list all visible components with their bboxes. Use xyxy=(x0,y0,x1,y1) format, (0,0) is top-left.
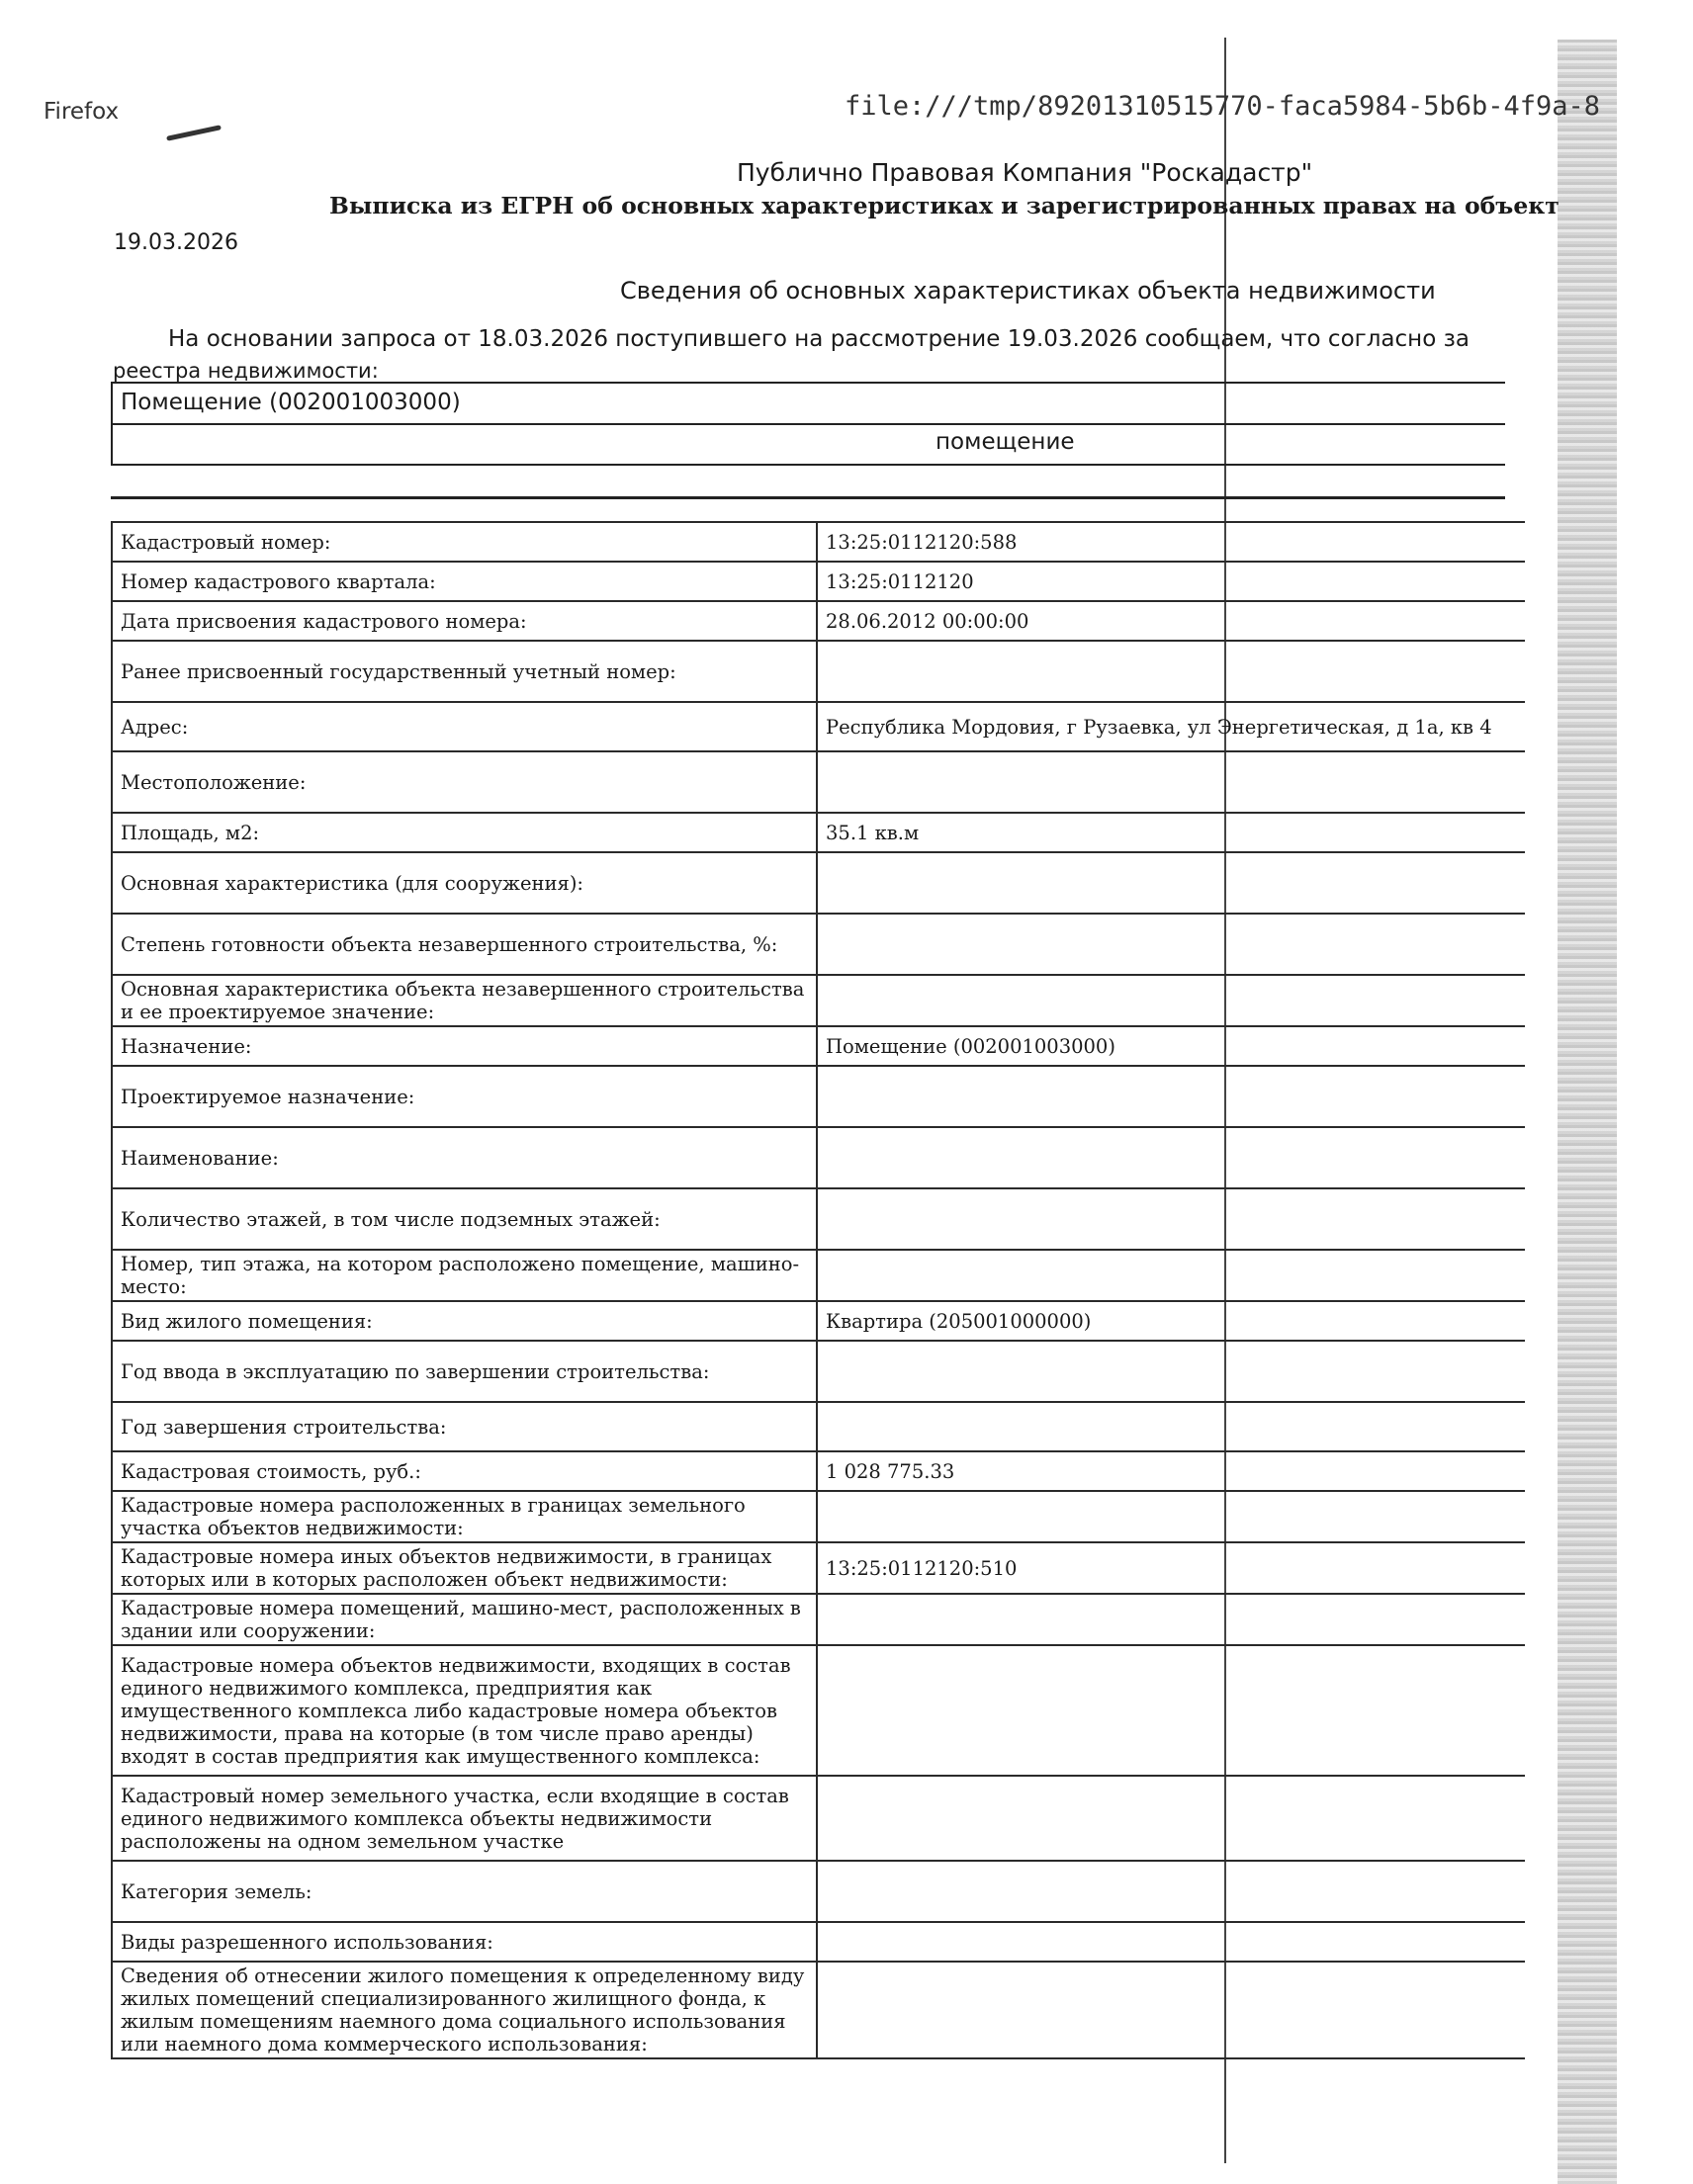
row-value xyxy=(817,975,1525,1026)
row-label: Основная характеристика объекта незавершенного строительства и ее проектируемое значение: xyxy=(112,975,817,1026)
organization-name: Публично Правовая Компания "Роскадастр" xyxy=(737,158,1313,187)
scan-edge-shadow xyxy=(1558,40,1617,2184)
table-row xyxy=(112,1451,1525,1491)
row-label: Год ввода в эксплуатацию по завершении строительства: xyxy=(112,1341,817,1402)
row-label: Год завершения строительства: xyxy=(112,1402,817,1451)
row-value: 13:25:0112120 xyxy=(817,562,1525,601)
table-row xyxy=(112,975,1525,1026)
row-value: Квартира (205001000000) xyxy=(817,1301,1525,1341)
row-value: 35.1 кв.м xyxy=(817,813,1525,852)
row-value xyxy=(817,1645,1525,1776)
table-row xyxy=(112,1491,1525,1542)
request-text: На основании запроса от 18.03.2026 поступившего на рассмотрение 19.03.2026 сообщаем, что согласно за xyxy=(168,326,1470,352)
row-value: 13:25:0112120:588 xyxy=(817,522,1525,562)
row-value xyxy=(817,1962,1525,2058)
row-label: Кадастровые номера иных объектов недвижимости, в границах которых или в которых расположен объект недвижимости: xyxy=(112,1542,817,1594)
row-label: Наименование: xyxy=(112,1127,817,1188)
row-value xyxy=(817,1861,1525,1922)
pen-mark xyxy=(166,125,222,141)
row-label: Сведения об отнесении жилого помещения к определенному виду жилых помещений специализированного жилищного фонда, к жилым помещениям наемного дома социального использования или наемного дома коммерческого использования: xyxy=(112,1962,817,2058)
row-value xyxy=(817,1066,1525,1127)
section-rule xyxy=(111,496,1505,499)
row-label: Номер, тип этажа, на котором расположено помещение, машино-место: xyxy=(112,1250,817,1301)
table-row xyxy=(112,852,1525,914)
table-row xyxy=(112,562,1525,601)
table-row xyxy=(112,1594,1525,1645)
row-label: Категория земель: xyxy=(112,1861,817,1922)
row-value xyxy=(817,1250,1525,1301)
row-label: Проектируемое назначение: xyxy=(112,1066,817,1127)
row-label: Адрес: xyxy=(112,702,817,751)
row-label: Кадастровый номер: xyxy=(112,522,817,562)
row-label: Степень готовности объекта незавершенного строительства, %: xyxy=(112,914,817,975)
row-value xyxy=(817,914,1525,975)
row-label: Кадастровые номера расположенных в границах земельного участка объектов недвижимости: xyxy=(112,1491,817,1542)
row-label: Кадастровый номер земельного участка, если входящие в состав единого недвижимого комплекса объекты недвижимости расположены на одном земельном участке xyxy=(112,1776,817,1861)
object-type: помещение xyxy=(936,429,1075,455)
row-label: Дата присвоения кадастрового номера: xyxy=(112,601,817,641)
table-row xyxy=(112,1341,1525,1402)
row-label: Кадастровая стоимость, руб.: xyxy=(112,1451,817,1491)
row-value xyxy=(817,751,1525,813)
table-row xyxy=(112,1776,1525,1861)
row-value: Республика Мордовия, г Рузаевка, ул Энергетическая, д 1а, кв 4 xyxy=(817,702,1525,751)
table-row xyxy=(112,1645,1525,1776)
row-label: Площадь, м2: xyxy=(112,813,817,852)
row-label: Назначение: xyxy=(112,1026,817,1066)
row-label: Виды разрешенного использования: xyxy=(112,1922,817,1962)
row-value xyxy=(817,1594,1525,1645)
object-box xyxy=(111,382,1505,466)
table-row xyxy=(112,702,1525,751)
table-row xyxy=(112,601,1525,641)
row-label: Кадастровые номера объектов недвижимости, входящих в состав единого недвижимого комплекса, предприятия как имущественного комплекса либо кадастровые номера объектов недвижимости, права на которые (в том числе право аренды) входят в состав предприятия как имущественного комплекса: xyxy=(112,1645,817,1776)
registry-line: реестра недвижимости: xyxy=(113,359,379,383)
row-value: 1 028 775.33 xyxy=(817,1451,1525,1491)
row-value xyxy=(817,1491,1525,1542)
table-row xyxy=(112,1127,1525,1188)
table-row xyxy=(112,1066,1525,1127)
section-title: Сведения об основных характеристиках объекта недвижимости xyxy=(620,277,1436,305)
characteristics-table-body xyxy=(112,522,1525,2058)
table-row xyxy=(112,1188,1525,1250)
row-label: Местоположение: xyxy=(112,751,817,813)
document-date: 19.03.2026 xyxy=(114,230,238,255)
row-label: Номер кадастрового квартала: xyxy=(112,562,817,601)
table-row xyxy=(112,1250,1525,1301)
row-value xyxy=(817,1922,1525,1962)
object-name: Помещение (002001003000) xyxy=(121,390,461,415)
row-value: 28.06.2012 00:00:00 xyxy=(817,601,1525,641)
row-label: Вид жилого помещения: xyxy=(112,1301,817,1341)
row-value xyxy=(817,1341,1525,1402)
row-label: Количество этажей, в том числе подземных этажей: xyxy=(112,1188,817,1250)
table-row xyxy=(112,641,1525,702)
characteristics-table xyxy=(111,521,1505,2059)
row-value xyxy=(817,1188,1525,1250)
table-row xyxy=(112,1861,1525,1922)
table-row xyxy=(112,914,1525,975)
row-value xyxy=(817,1127,1525,1188)
row-label: Ранее присвоенный государственный учетный номер: xyxy=(112,641,817,702)
row-value xyxy=(817,852,1525,914)
browser-name: Firefox xyxy=(44,99,120,125)
row-value: 13:25:0112120:510 xyxy=(817,1542,1525,1594)
table-row xyxy=(112,1922,1525,1962)
table-row xyxy=(112,751,1525,813)
row-value: Помещение (002001003000) xyxy=(817,1026,1525,1066)
table-row xyxy=(112,1026,1525,1066)
object-divider xyxy=(113,423,1505,425)
row-value xyxy=(817,641,1525,702)
document-title: Выписка из ЕГРН об основных характеристиках и зарегистрированных правах на объект xyxy=(329,192,1559,219)
table-row xyxy=(112,522,1525,562)
table-row xyxy=(112,1542,1525,1594)
table-row xyxy=(112,813,1525,852)
row-label: Основная характеристика (для сооружения): xyxy=(112,852,817,914)
browser-url: file:///tmp/89201310515770-faca5984-5b6b-4f9a-8 xyxy=(845,91,1601,122)
row-label: Кадастровые номера помещений, машино-мест, расположенных в здании или сооружении: xyxy=(112,1594,817,1645)
row-value xyxy=(817,1776,1525,1861)
table-row xyxy=(112,1962,1525,2058)
row-value xyxy=(817,1402,1525,1451)
table-row xyxy=(112,1301,1525,1341)
table-row xyxy=(112,1402,1525,1451)
